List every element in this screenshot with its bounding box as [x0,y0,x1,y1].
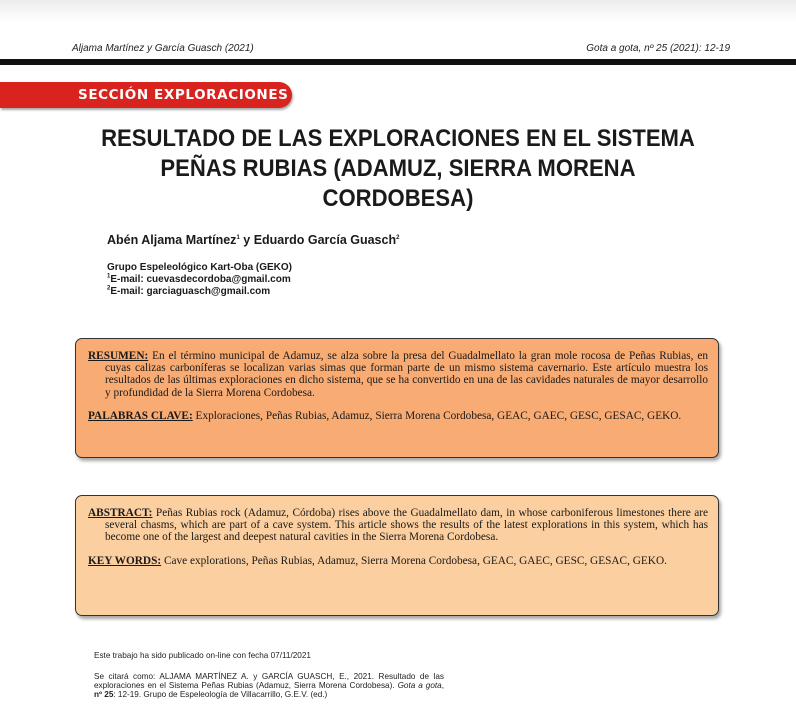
resumen-box [75,338,719,458]
affiliation-group: Grupo Espeleológico Kart-Oba (GEKO) [107,262,293,273]
author-2: Eduardo García Guasch [253,233,397,247]
email-2-sup: 2 [107,285,111,292]
author-connector: y [239,233,254,247]
citation-sep: , [441,681,444,691]
abstract-paragraph [88,507,708,544]
citation-suffix: : 12-19. Grupo de Espeleología de Villacarrillo, G.E.V. (ed.) [113,690,328,700]
key-words-paragraph [88,555,708,567]
running-head-right: Gota a gota, nº 25 (2021): 12-19 [586,43,730,54]
affiliation-email-2-line [107,286,292,298]
palabras-clave-label: PALABRAS CLAVE: [88,409,193,422]
abstract-text: Peñas Rubias rock (Adamuz, Córdoba) rises above the Guadalmellato dam, in whose carboniferous limestones there are several chasms, which are part of a cave system. This article shows the results of the latest explorations in this system, which has become one of the largest and deepest natural cavities in the Sierra Morena Cordobesa. [105,507,708,544]
running-head-left: Aljama Martínez y García Guasch (2021) [72,43,254,54]
top-shade [0,0,796,22]
citation-issue: nº 25 [94,690,114,700]
header-rule [0,59,796,65]
resumen-paragraph [88,350,708,399]
resumen-text: En el término municipal de Adamuz, se alza sobre la presa del Guadalmellato la gran mole rocosa de Peñas Rubias, en cuyas calizas carboníferas se localizan varias simas que forman parte de un mismo sistema cavernario. Este artículo muestra los resultados de las últimas exploraciones en dicho sistema, que se ha convertido en una de las cavidades naturales de mayor desarrollo y profundidad de la Sierra Morena Cordobesa. [105,350,708,399]
affiliation [107,262,292,298]
email-1: E-mail: cuevasdecordoba@gmail.com [110,274,291,285]
key-words-text: Cave explorations, Peñas Rubias, Adamuz, Sierra Morena Cordobesa, GEAC, GAEC, GESC, GESAC, GEKO. [161,554,667,567]
key-words-label: KEY WORDS: [88,554,162,567]
publication-note: Este trabajo ha sido publicado on-line con fecha 07/11/2021 [94,651,311,660]
author-1-sup: 1 [236,234,240,241]
author-2-sup: 2 [396,234,400,241]
article-title: RESULTADO DE LAS EXPLORACIONES EN EL SISTEMA PEÑAS RUBIAS (ADAMUZ, SIERRA MORENA CORDOBESA) [101,125,695,212]
resumen-label: RESUMEN: [88,350,149,362]
email-2: E-mail: garciaguasch@gmail.com [110,286,271,297]
citation-prefix: Se citará como: ALJAMA MARTÍNEZ A. y GARCÍA GUASCH, E., 2021. Resultado de las exploraciones en el Sistema Peñas Rubias (Adamuz, Sierra Morena Cordobesa). [94,672,444,691]
palabras-clave-text: Exploraciones, Peñas Rubias, Adamuz, Sierra Morena Cordobesa, GEAC, GAEC, GESC, GESAC, GEKO. [192,409,682,422]
section-tab [0,82,292,108]
affiliation-email-1-line [107,274,292,286]
authors [107,233,399,247]
abstract-label: ABSTRACT: [88,507,153,519]
citation-journal: Gota a gota [397,681,442,691]
author-1: Abén Aljama Martínez [107,233,237,247]
citation-note [94,672,444,700]
email-1-sup: 1 [107,273,111,280]
section-label: SECCIÓN EXPLORACIONES [78,87,289,103]
palabras-clave-paragraph [88,410,708,422]
abstract-box [75,495,719,616]
